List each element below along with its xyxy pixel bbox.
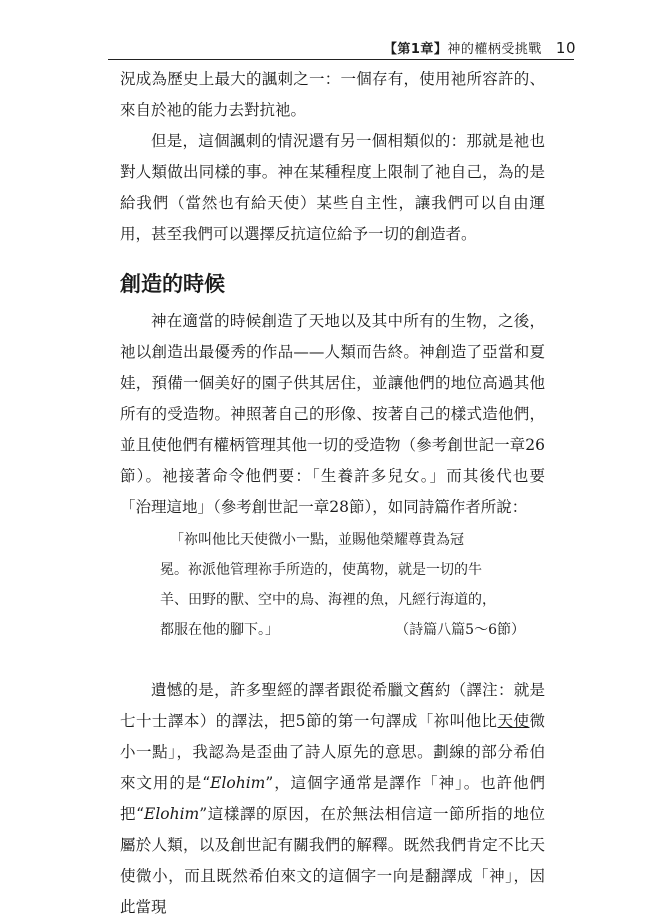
- chapter-label: 【第1章】: [383, 42, 448, 57]
- p4-part-a: 遺憾的是，許多聖經的譯者跟從希臘文舊約（譯注：就是七十士譯本）的譯法，把5節的第一句譯成「祢叫他比: [120, 681, 545, 730]
- page-number: 10: [555, 39, 576, 57]
- spacer: [120, 645, 545, 675]
- p4-part-e: ”，這個字通常是譯作「神」。也許他們把“: [120, 774, 545, 823]
- p4-part-c: 微小一點」，我認為是歪曲了詩人原先的意思。劃線的部分希伯來文用的是“: [120, 712, 545, 792]
- quote-reference: （詩篇八篇5～6節）: [395, 622, 525, 638]
- p4-part-g: ”這樣譯的原因，在於無法相信這一節所指的地位屬於人類，以及創世記有關我們的解釋。既然我們肯定不比天使微小，而且既然希伯來文的這個字一向是翻譯成「神」，因此當現: [120, 805, 545, 916]
- scripture-quote: [120, 525, 545, 645]
- quote-line: 「祢叫他比天使微小一點，並賜他榮耀尊貴為冠: [170, 532, 464, 548]
- quote-line-last: [160, 615, 525, 645]
- header-rule: [108, 59, 574, 60]
- paragraph-3: 神在適當的時候創造了天地以及其中所有的生物，之後，祂以創造出最優秀的作品——人類而告終。神創造了亞當和夏娃，預備一個美好的園子供其居住，並讓他們的地位高過其他所有的受造物。神照著自己的形像、按著自己的樣式造他們，並且使他們有權柄管理其他一切的受造物（參考創世記一章26節）。祂接著命令他們要：「生養許多兒女。」而其後代也要「治理這地」（參考創世記一章28節），如同詩篇作者所說：: [120, 312, 545, 516]
- paragraph-1: 況成為歷史上最大的諷刺之一：一個存有，使用祂所容許的、來自於祂的能力去對抗祂。: [120, 70, 545, 119]
- p4-elohim-2: Elohim: [144, 805, 200, 823]
- paragraph-4: [120, 675, 545, 923]
- p4-underlined-angel: 天使: [497, 712, 530, 730]
- running-header: [384, 38, 576, 57]
- quote-line: 冕。祢派他管理祢手所造的，使萬物，就是一切的牛: [160, 562, 482, 578]
- page-body: [120, 64, 545, 923]
- chapter-title: 神的權柄受挑戰: [447, 42, 542, 57]
- section-heading: 創造的時候: [120, 272, 225, 296]
- p4-elohim-1: Elohim: [210, 774, 266, 792]
- quote-line: 羊、田野的獸、空中的鳥、海裡的魚，凡經行海道的，: [160, 592, 496, 608]
- quote-line-text: 都服在他的腳下。」: [160, 622, 279, 638]
- paragraph-2: 但是，這個諷刺的情況還有另一個相類似的：那就是祂也對人類做出同樣的事。神在某種程度上限制了祂自己，為的是給我們（當然也有給天使）某些自主性，讓我們可以自由運用，甚至我們可以選擇反抗這位給予一切的創造者。: [120, 132, 545, 243]
